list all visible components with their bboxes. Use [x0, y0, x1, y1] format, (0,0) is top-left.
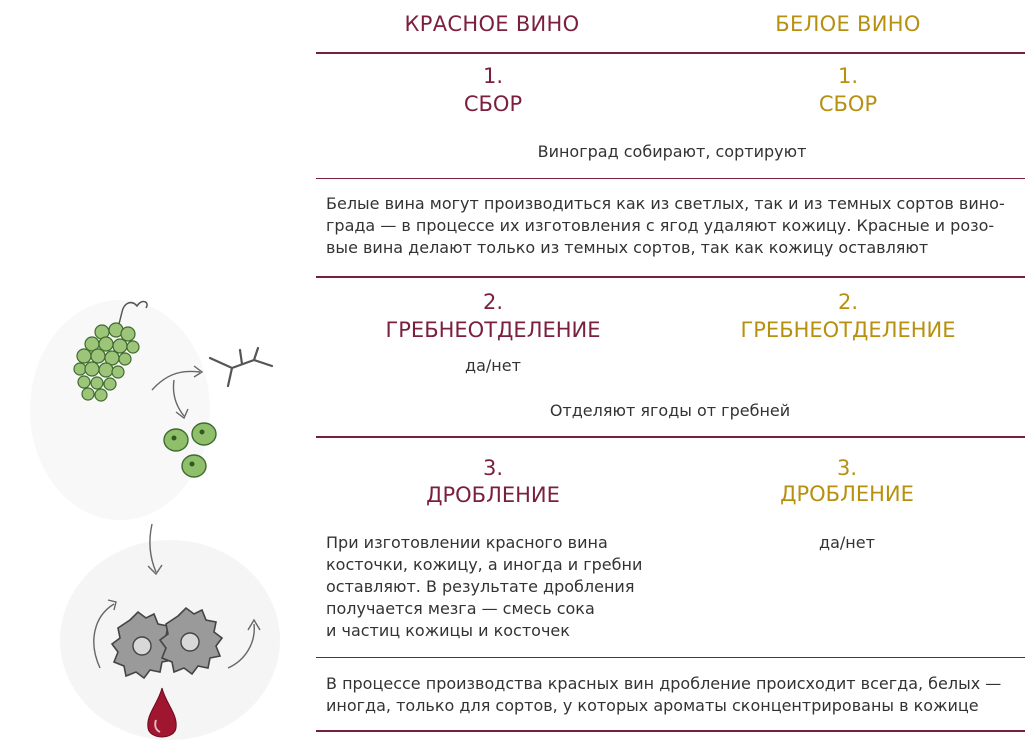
desc-line: и частиц кожицы и косточек [326, 621, 570, 640]
step-title-red: СБОР [463, 92, 523, 116]
header-divider [316, 52, 1025, 54]
grape-stem-icon [202, 340, 282, 400]
step-value-white: да/нет [819, 533, 875, 552]
grape-bunch-icon [62, 292, 182, 422]
section-divider [316, 276, 1025, 278]
desc-line: получается мезга — смесь сока [326, 599, 595, 618]
note-line: града — в процессе их изготовления с ягод удаляют кожицу. Красные и розо- [326, 216, 995, 235]
note-line: вые вина делают только из темных сортов, так как кожицу оставляют [326, 238, 929, 257]
step-title-red: ДРОБЛЕНИЕ [426, 483, 560, 507]
grape-berries-icon [156, 418, 236, 488]
step-common-text: Отделяют ягоды от гребней [549, 401, 791, 420]
step-common-text: Виноград собирают, сортируют [537, 142, 807, 161]
step-number-red: 3. [482, 456, 504, 480]
note-line: В процессе производства красных вин дробление происходит всегда, белых — [326, 674, 1002, 693]
bottom-divider [316, 730, 1025, 732]
note-line: иногда, только для сортов, у которых ароматы сконцентрированы в кожице [326, 696, 979, 715]
step-title-white: ДРОБЛЕНИЕ [780, 482, 914, 506]
step-number-white: 3. [836, 456, 858, 480]
white-wine-header: БЕЛОЕ ВИНО [775, 12, 921, 36]
step-1-note [326, 193, 1006, 259]
step-number-white: 1. [837, 64, 859, 88]
desc-line: При изготовлении красного вина [326, 533, 608, 552]
step-title-white: ГРЕБНЕОТДЕЛЕНИЕ [740, 318, 956, 342]
step-number-red: 1. [482, 64, 504, 88]
step-title-red: ГРЕБНЕОТДЕЛЕНИЕ [385, 318, 601, 342]
wine-drop-icon [142, 686, 182, 746]
arrow-icon [138, 520, 178, 580]
step-3-note [326, 673, 1006, 717]
section-divider [316, 178, 1025, 179]
step-number-white: 2. [837, 290, 859, 314]
step-desc-red [326, 532, 642, 642]
red-wine-header: КРАСНОЕ ВИНО [404, 12, 580, 36]
step-title-white: СБОР [818, 92, 878, 116]
crusher-gears-icon [78, 590, 278, 700]
step-value-red: да/нет [465, 356, 521, 375]
note-line: Белые вина могут производиться как из светлых, так и из темных сортов вино- [326, 194, 1005, 213]
desc-line: оставляют. В результате дробления [326, 577, 635, 596]
step-number-red: 2. [482, 290, 504, 314]
section-divider [316, 657, 1025, 658]
desc-line: косточки, кожицу, а иногда и гребни [326, 555, 643, 574]
section-divider [316, 436, 1025, 438]
